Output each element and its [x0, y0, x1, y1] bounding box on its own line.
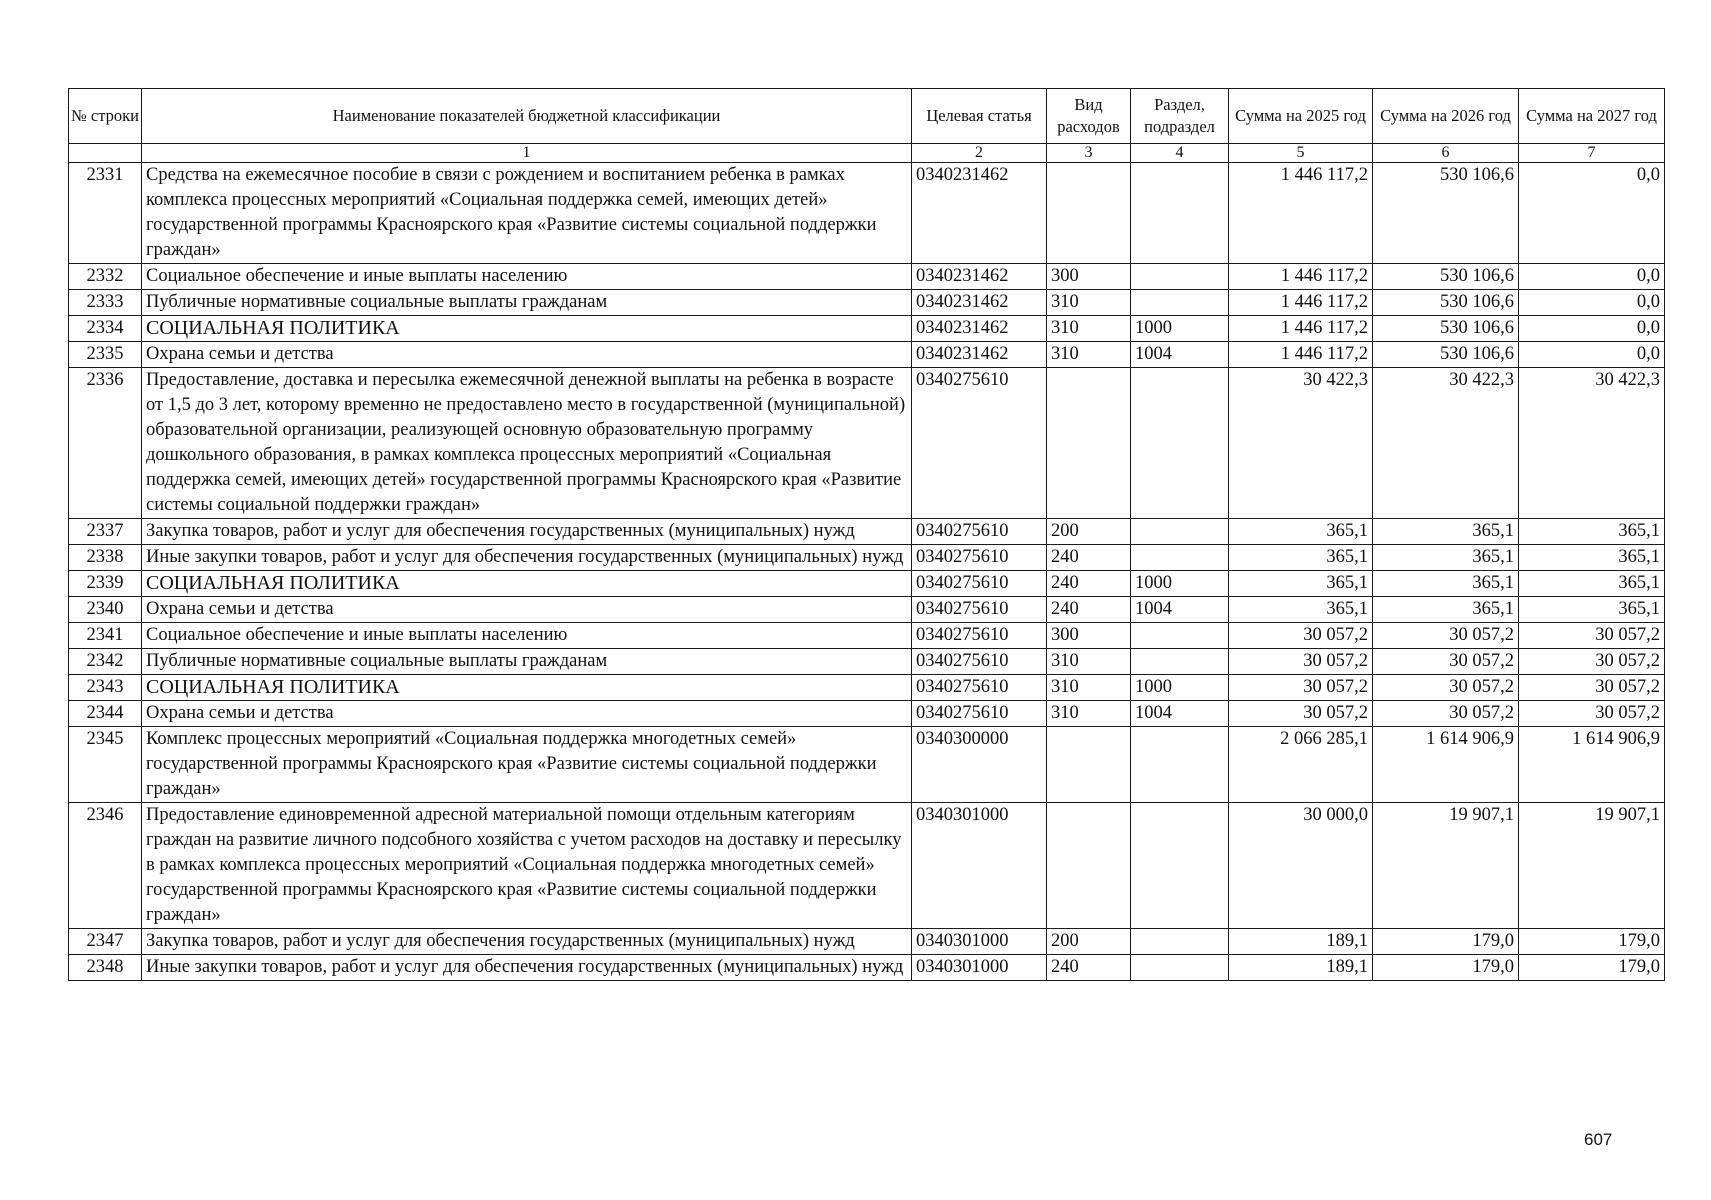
row-sum-2025: 30 057,2 — [1229, 623, 1373, 649]
table-row — [69, 803, 1665, 929]
row-expense-kind: 240 — [1047, 545, 1131, 571]
row-target-code: 0340275610 — [912, 623, 1047, 649]
row-sum-2026: 365,1 — [1373, 545, 1519, 571]
row-section: 1000 — [1131, 571, 1229, 597]
header-name: Наименование показателей бюджетной классификации — [142, 89, 912, 144]
row-number: 2336 — [69, 368, 142, 519]
row-name: Комплекс процессных мероприятий «Социальная поддержка многодетных семей» государственной программы Красноярского края «Развитие системы социальной поддержки граждан» — [142, 727, 912, 803]
row-section — [1131, 623, 1229, 649]
table-row — [69, 163, 1665, 264]
row-target-code: 0340231462 — [912, 290, 1047, 316]
row-name: Средства на ежемесячное пособие в связи с рождением и воспитанием ребенка в рамках комплекса процессных мероприятий «Социальная поддержка семей, имеющих детей» государственной программы Красноярского края «Развитие системы социальной поддержки граждан» — [142, 163, 912, 264]
row-sum-2025: 30 422,3 — [1229, 368, 1373, 519]
row-number: 2343 — [69, 675, 142, 701]
row-sum-2025: 1 446 117,2 — [1229, 342, 1373, 368]
row-sum-2027: 0,0 — [1519, 290, 1665, 316]
column-number: 1 — [142, 144, 912, 163]
row-expense-kind: 310 — [1047, 649, 1131, 675]
row-number: 2332 — [69, 264, 142, 290]
row-number: 2331 — [69, 163, 142, 264]
column-number: 3 — [1047, 144, 1131, 163]
row-section — [1131, 955, 1229, 981]
table-row — [69, 623, 1665, 649]
row-sum-2025: 30 000,0 — [1229, 803, 1373, 929]
row-name: СОЦИАЛЬНАЯ ПОЛИТИКА — [142, 571, 912, 597]
row-sum-2025: 1 446 117,2 — [1229, 316, 1373, 342]
row-number: 2348 — [69, 955, 142, 981]
row-name: Социальное обеспечение и иные выплаты населению — [142, 623, 912, 649]
row-expense-kind: 310 — [1047, 675, 1131, 701]
row-expense-kind: 200 — [1047, 519, 1131, 545]
header-target: Целевая статья — [912, 89, 1047, 144]
table-row — [69, 264, 1665, 290]
row-sum-2026: 30 057,2 — [1373, 649, 1519, 675]
row-sum-2027: 365,1 — [1519, 597, 1665, 623]
row-sum-2027: 365,1 — [1519, 571, 1665, 597]
row-name: Охрана семьи и детства — [142, 597, 912, 623]
row-expense-kind: 240 — [1047, 571, 1131, 597]
row-sum-2027: 0,0 — [1519, 163, 1665, 264]
row-sum-2026: 365,1 — [1373, 519, 1519, 545]
row-sum-2025: 1 446 117,2 — [1229, 264, 1373, 290]
row-sum-2027: 0,0 — [1519, 264, 1665, 290]
row-sum-2026: 1 614 906,9 — [1373, 727, 1519, 803]
table-row — [69, 955, 1665, 981]
row-expense-kind — [1047, 368, 1131, 519]
row-sum-2027: 179,0 — [1519, 929, 1665, 955]
row-section — [1131, 929, 1229, 955]
row-target-code: 0340300000 — [912, 727, 1047, 803]
header-section: Раздел, подраздел — [1131, 89, 1229, 144]
column-number: 6 — [1373, 144, 1519, 163]
table-row — [69, 290, 1665, 316]
row-sum-2026: 30 422,3 — [1373, 368, 1519, 519]
row-section — [1131, 519, 1229, 545]
row-target-code: 0340231462 — [912, 342, 1047, 368]
header-row — [69, 89, 1665, 144]
row-number: 2342 — [69, 649, 142, 675]
row-sum-2027: 179,0 — [1519, 955, 1665, 981]
row-name: Охрана семьи и детства — [142, 342, 912, 368]
row-number: 2344 — [69, 701, 142, 727]
row-sum-2027: 365,1 — [1519, 519, 1665, 545]
row-number: 2339 — [69, 571, 142, 597]
table-row — [69, 342, 1665, 368]
header-sum-2027: Сумма на 2027 год — [1519, 89, 1665, 144]
table-row — [69, 368, 1665, 519]
row-name: Публичные нормативные социальные выплаты гражданам — [142, 649, 912, 675]
header-row-no: № строки — [69, 89, 142, 144]
budget-table — [68, 88, 1665, 981]
row-sum-2026: 530 106,6 — [1373, 316, 1519, 342]
row-number: 2334 — [69, 316, 142, 342]
row-sum-2027: 30 057,2 — [1519, 649, 1665, 675]
row-name: Иные закупки товаров, работ и услуг для обеспечения государственных (муниципальных) нужд — [142, 955, 912, 981]
row-sum-2025: 189,1 — [1229, 955, 1373, 981]
column-number: 5 — [1229, 144, 1373, 163]
table-row — [69, 649, 1665, 675]
header-sum-2026: Сумма на 2026 год — [1373, 89, 1519, 144]
row-sum-2026: 530 106,6 — [1373, 264, 1519, 290]
row-sum-2026: 530 106,6 — [1373, 163, 1519, 264]
row-section — [1131, 803, 1229, 929]
row-number: 2337 — [69, 519, 142, 545]
table-row — [69, 675, 1665, 701]
row-name: Закупка товаров, работ и услуг для обеспечения государственных (муниципальных) нужд — [142, 929, 912, 955]
row-section: 1004 — [1131, 701, 1229, 727]
row-sum-2025: 365,1 — [1229, 571, 1373, 597]
row-sum-2026: 19 907,1 — [1373, 803, 1519, 929]
row-name: Закупка товаров, работ и услуг для обеспечения государственных (муниципальных) нужд — [142, 519, 912, 545]
row-sum-2025: 1 446 117,2 — [1229, 163, 1373, 264]
row-sum-2025: 1 446 117,2 — [1229, 290, 1373, 316]
row-section: 1004 — [1131, 597, 1229, 623]
row-name: Охрана семьи и детства — [142, 701, 912, 727]
row-number: 2341 — [69, 623, 142, 649]
row-number: 2346 — [69, 803, 142, 929]
row-target-code: 0340275610 — [912, 649, 1047, 675]
row-sum-2025: 365,1 — [1229, 519, 1373, 545]
row-target-code: 0340231462 — [912, 163, 1047, 264]
row-sum-2027: 365,1 — [1519, 545, 1665, 571]
row-sum-2026: 530 106,6 — [1373, 290, 1519, 316]
table-body — [69, 163, 1665, 981]
row-target-code: 0340275610 — [912, 545, 1047, 571]
row-name: Предоставление, доставка и пересылка ежемесячной денежной выплаты на ребенка в возрасте от 1,5 до 3 лет, которому временно не предоставлено место в государственной (муниципальной) образовательной организации, реализующей основную образовательную программу дошкольного образования, в рамках комплекса процессных мероприятий «Социальная поддержка семей, имеющих детей» государственной программы Красноярского края «Развитие системы социальной поддержки граждан» — [142, 368, 912, 519]
row-name: Социальное обеспечение и иные выплаты населению — [142, 264, 912, 290]
row-section: 1000 — [1131, 316, 1229, 342]
row-sum-2027: 1 614 906,9 — [1519, 727, 1665, 803]
table-row — [69, 545, 1665, 571]
row-sum-2027: 30 422,3 — [1519, 368, 1665, 519]
row-sum-2026: 179,0 — [1373, 955, 1519, 981]
column-number — [69, 144, 142, 163]
row-name: Предоставление единовременной адресной материальной помощи отдельным категориям граждан на развитие личного подсобного хозяйства с учетом расходов на доставку и пересылку в рамках комплекса процессных мероприятий «Социальная поддержка многодетных семей» государственной программы Красноярского края «Развитие системы социальной поддержки граждан» — [142, 803, 912, 929]
row-sum-2025: 30 057,2 — [1229, 675, 1373, 701]
page-number: 607 — [1584, 1130, 1613, 1149]
row-target-code: 0340275610 — [912, 571, 1047, 597]
row-number: 2340 — [69, 597, 142, 623]
row-sum-2025: 2 066 285,1 — [1229, 727, 1373, 803]
row-expense-kind: 240 — [1047, 955, 1131, 981]
row-section — [1131, 545, 1229, 571]
row-sum-2026: 179,0 — [1373, 929, 1519, 955]
row-sum-2027: 0,0 — [1519, 342, 1665, 368]
row-target-code: 0340275610 — [912, 597, 1047, 623]
row-section — [1131, 163, 1229, 264]
row-sum-2027: 0,0 — [1519, 316, 1665, 342]
row-target-code: 0340275610 — [912, 519, 1047, 545]
row-section: 1004 — [1131, 342, 1229, 368]
row-expense-kind: 240 — [1047, 597, 1131, 623]
row-target-code: 0340275610 — [912, 368, 1047, 519]
row-expense-kind: 310 — [1047, 342, 1131, 368]
row-name: СОЦИАЛЬНАЯ ПОЛИТИКА — [142, 316, 912, 342]
table-row — [69, 727, 1665, 803]
row-sum-2026: 30 057,2 — [1373, 623, 1519, 649]
row-section — [1131, 649, 1229, 675]
row-sum-2026: 365,1 — [1373, 571, 1519, 597]
table-row — [69, 571, 1665, 597]
column-numbers-row — [69, 144, 1665, 163]
table-row — [69, 519, 1665, 545]
table-row — [69, 597, 1665, 623]
row-expense-kind: 310 — [1047, 290, 1131, 316]
row-sum-2026: 30 057,2 — [1373, 701, 1519, 727]
budget-table-wrapper — [68, 88, 1664, 981]
row-sum-2025: 365,1 — [1229, 597, 1373, 623]
row-name: СОЦИАЛЬНАЯ ПОЛИТИКА — [142, 675, 912, 701]
row-section — [1131, 727, 1229, 803]
row-expense-kind: 300 — [1047, 264, 1131, 290]
row-name: Публичные нормативные социальные выплаты гражданам — [142, 290, 912, 316]
row-target-code: 0340301000 — [912, 955, 1047, 981]
row-expense-kind: 310 — [1047, 316, 1131, 342]
row-expense-kind: 300 — [1047, 623, 1131, 649]
table-row — [69, 316, 1665, 342]
row-number: 2345 — [69, 727, 142, 803]
row-sum-2025: 365,1 — [1229, 545, 1373, 571]
row-sum-2027: 19 907,1 — [1519, 803, 1665, 929]
row-sum-2026: 365,1 — [1373, 597, 1519, 623]
row-expense-kind — [1047, 163, 1131, 264]
column-number: 2 — [912, 144, 1047, 163]
table-row — [69, 929, 1665, 955]
row-section: 1000 — [1131, 675, 1229, 701]
row-section — [1131, 264, 1229, 290]
row-target-code: 0340231462 — [912, 264, 1047, 290]
row-section — [1131, 290, 1229, 316]
row-target-code: 0340231462 — [912, 316, 1047, 342]
row-expense-kind: 310 — [1047, 701, 1131, 727]
row-target-code: 0340301000 — [912, 803, 1047, 929]
header-sum-2025: Сумма на 2025 год — [1229, 89, 1373, 144]
row-section — [1131, 368, 1229, 519]
row-target-code: 0340275610 — [912, 675, 1047, 701]
row-expense-kind — [1047, 803, 1131, 929]
row-expense-kind: 200 — [1047, 929, 1131, 955]
row-target-code: 0340275610 — [912, 701, 1047, 727]
row-number: 2335 — [69, 342, 142, 368]
row-sum-2026: 530 106,6 — [1373, 342, 1519, 368]
row-sum-2027: 30 057,2 — [1519, 675, 1665, 701]
row-sum-2027: 30 057,2 — [1519, 701, 1665, 727]
row-name: Иные закупки товаров, работ и услуг для обеспечения государственных (муниципальных) нужд — [142, 545, 912, 571]
column-number: 7 — [1519, 144, 1665, 163]
row-sum-2025: 189,1 — [1229, 929, 1373, 955]
row-target-code: 0340301000 — [912, 929, 1047, 955]
table-row — [69, 701, 1665, 727]
row-number: 2338 — [69, 545, 142, 571]
row-sum-2025: 30 057,2 — [1229, 701, 1373, 727]
row-expense-kind — [1047, 727, 1131, 803]
row-sum-2027: 30 057,2 — [1519, 623, 1665, 649]
row-sum-2025: 30 057,2 — [1229, 649, 1373, 675]
header-kind: Вид расходов — [1047, 89, 1131, 144]
row-number: 2347 — [69, 929, 142, 955]
row-number: 2333 — [69, 290, 142, 316]
column-number: 4 — [1131, 144, 1229, 163]
row-sum-2026: 30 057,2 — [1373, 675, 1519, 701]
